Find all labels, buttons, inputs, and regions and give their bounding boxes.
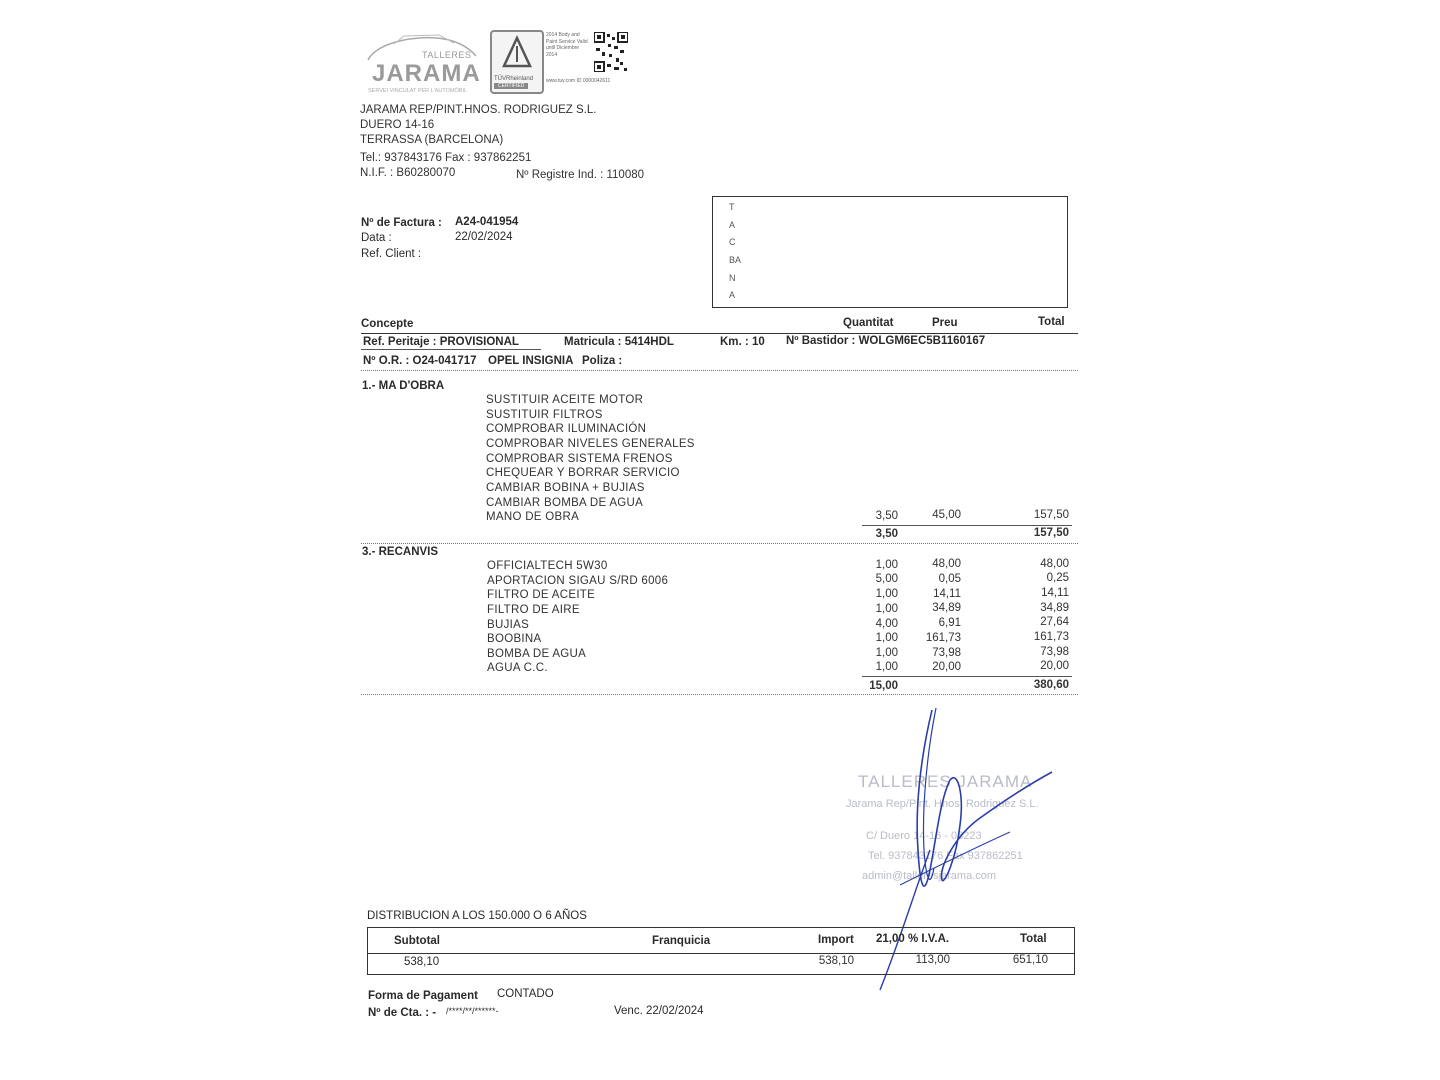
column-total: Total	[1038, 316, 1065, 328]
section-rule	[361, 543, 1078, 544]
labor-task: SUSTITUIR FILTROS	[486, 409, 603, 421]
part-total: 161,73	[1033, 631, 1069, 643]
part-name: APORTACION SIGAU S/RD 6006	[487, 575, 669, 587]
total-label: Total	[1020, 933, 1047, 945]
matricula: Matricula : 5414HDL	[564, 336, 674, 348]
client-line: A	[729, 220, 736, 230]
section-subtotal-qty: 15,00	[869, 680, 898, 692]
part-name: FILTRO DE AIRE	[487, 604, 580, 616]
km: Km. : 10	[720, 336, 765, 348]
part-price: 73,98	[932, 647, 961, 659]
invoice-number-label: Nº de Factura :	[361, 217, 442, 229]
stamp-email: admin@talleresjarama.com	[862, 870, 997, 882]
logo-jarama: JARAMA	[372, 60, 481, 87]
labor-task: SUSTITUIR ACEITE MOTOR	[486, 394, 644, 406]
totals-divider	[368, 953, 1074, 954]
part-price: 0,05	[938, 573, 961, 585]
section-title: 1.- MA D'OBRA	[362, 380, 445, 392]
distribution-note: DISTRIBUCION A LOS 150.000 O 6 AÑOS	[367, 910, 587, 922]
account-number: /****/**/******-	[446, 1006, 499, 1016]
section-subtotal: 157,50	[1033, 527, 1069, 539]
part-name: AGUA C.C.	[487, 662, 548, 674]
client-line: N	[729, 273, 736, 283]
part-price: 48,00	[932, 558, 961, 570]
header-rule	[361, 333, 1078, 334]
client-line: C	[729, 237, 736, 247]
certificate-text: 2014 Body and Paint Service Valid until Diciembre 2014	[546, 32, 588, 58]
vehicle-underline	[361, 349, 541, 350]
labor-task: CHEQUEAR Y BORRAR SERVICIO	[486, 467, 680, 479]
tuv-certified: CERTIFIED	[494, 83, 528, 89]
vehicle-model: OPEL INSIGNIA	[488, 355, 574, 367]
company-name: JARAMA REP/PINT.HNOS. RODRIGUEZ S.L.	[360, 104, 597, 116]
subtotal-label: Subtotal	[394, 935, 440, 947]
part-total: 34,89	[1040, 602, 1069, 614]
part-total: 20,00	[1040, 660, 1069, 672]
invoice-date: 22/02/2024	[455, 231, 513, 243]
part-qty: 4,00	[875, 618, 898, 630]
part-qty: 1,00	[875, 632, 898, 644]
company-street: DUERO 14-16	[360, 119, 435, 131]
stamp-address: C/ Duero 14-16 - 08223	[866, 830, 982, 842]
part-price: 34,89	[932, 602, 961, 614]
company-phone: Tel.: 937843176 Fax : 937862251	[360, 152, 532, 164]
part-qty: 1,00	[875, 559, 898, 571]
logo-talleres: TALLERES	[422, 50, 472, 60]
client-line: BA	[729, 255, 742, 265]
part-total: 73,98	[1040, 646, 1069, 658]
qr-code-icon	[594, 32, 628, 72]
subtotal-rule	[862, 525, 1072, 526]
part-total: 0,25	[1046, 572, 1069, 584]
company-nif: N.I.F. : B60280070	[360, 167, 456, 179]
due-date: Venc. 22/02/2024	[614, 1005, 704, 1017]
part-price: 161,73	[925, 632, 961, 644]
account-label: Nº de Cta. : -	[368, 1007, 437, 1019]
column-preu: Preu	[932, 317, 958, 329]
part-price: 20,00	[932, 661, 961, 673]
subtotal-value: 538,10	[404, 956, 440, 968]
client-line: T	[729, 202, 735, 212]
labor-line-name: MANO DE OBRA	[486, 511, 580, 523]
client-line: A	[729, 290, 736, 300]
labor-task: COMPROBAR SISTEMA FRENOS	[486, 453, 673, 465]
section-subtotal: 380,60	[1033, 679, 1069, 691]
labor-qty: 3,50	[875, 510, 898, 522]
poliza: Poliza :	[582, 355, 623, 367]
labor-task: COMPROBAR ILUMINACIÓN	[486, 423, 647, 435]
invoice-number: A24-041954	[455, 216, 519, 228]
section-rule	[361, 694, 1078, 695]
part-price: 14,11	[933, 588, 961, 600]
payment-label: Forma de Pagament	[368, 990, 478, 1002]
invoice-date-label: Data :	[361, 232, 392, 244]
vehicle-rule	[361, 370, 1078, 371]
part-qty: 1,00	[875, 603, 898, 615]
labor-total: 157,50	[1033, 509, 1069, 521]
company-registre: Nº Registre Ind. : 110080	[516, 169, 645, 181]
franquicia-label: Franquicia	[652, 935, 711, 947]
stamp-company: Jarama Rep/Pint. Hnos. Rodriguez S.L.	[846, 798, 1039, 810]
part-name: BOMBA DE AGUA	[487, 648, 587, 660]
labor-price: 45,00	[932, 509, 961, 521]
tuv-triangle-icon	[492, 32, 542, 76]
tuv-label: TÜVRheinland	[494, 76, 534, 82]
part-name: BUJIAS	[487, 619, 530, 631]
company-city: TERRASSA (BARCELONA)	[360, 134, 504, 146]
stamp-title: TALLERES JARAMA	[858, 772, 1033, 791]
subtotal-rule	[862, 676, 1072, 677]
labor-task: COMPROBAR NIVELES GENERALES	[486, 438, 695, 450]
labor-task: CAMBIAR BOMBA DE AGUA	[486, 497, 644, 509]
part-total: 48,00	[1040, 558, 1069, 570]
ref-peritaje: Ref. Peritaje : PROVISIONAL	[363, 336, 519, 348]
column-concepte: Concepte	[361, 318, 414, 330]
bastidor: Nº Bastidor : WOLGM6EC5B1160167	[786, 335, 986, 347]
stamp-phone: Tel. 937843176 Fax 937862251	[868, 850, 1023, 862]
section-title: 3.- RECANVIS	[362, 546, 439, 558]
part-price: 6,91	[938, 617, 961, 629]
order-number: Nº O.R. : O24-041717	[363, 355, 477, 367]
part-total: 14,11	[1041, 587, 1069, 599]
logo-subtitle: SERVEI VINCULAT PER L'AUTOMÒBIL	[368, 88, 468, 94]
part-qty: 1,00	[875, 647, 898, 659]
part-name: BOOBINA	[487, 633, 542, 645]
client-address-box	[712, 196, 1068, 308]
part-name: FILTRO DE ACEITE	[487, 589, 596, 601]
part-name: OFFICIALTECH 5W30	[487, 560, 608, 572]
column-quantitat: Quantitat	[843, 317, 894, 329]
iva-label: 21,00 % I.V.A.	[876, 933, 950, 945]
part-qty: 1,00	[875, 661, 898, 673]
client-ref-label: Ref. Client :	[361, 248, 422, 260]
totals-box	[367, 927, 1075, 975]
part-qty: 1,00	[875, 588, 898, 600]
grand-total: 651,10	[1012, 954, 1048, 966]
import-value: 538,10	[818, 955, 854, 967]
certificate-url: www.tuv.com ID 0000042611	[546, 78, 611, 84]
iva-value: 113,00	[915, 954, 950, 966]
part-qty: 5,00	[875, 573, 898, 585]
payment-method: CONTADO	[497, 988, 554, 1000]
import-label: Import	[818, 934, 854, 946]
section-subtotal-qty: 3,50	[875, 528, 898, 540]
part-total: 27,64	[1040, 616, 1069, 628]
labor-task: CAMBIAR BOBINA + BUJIAS	[486, 482, 645, 494]
